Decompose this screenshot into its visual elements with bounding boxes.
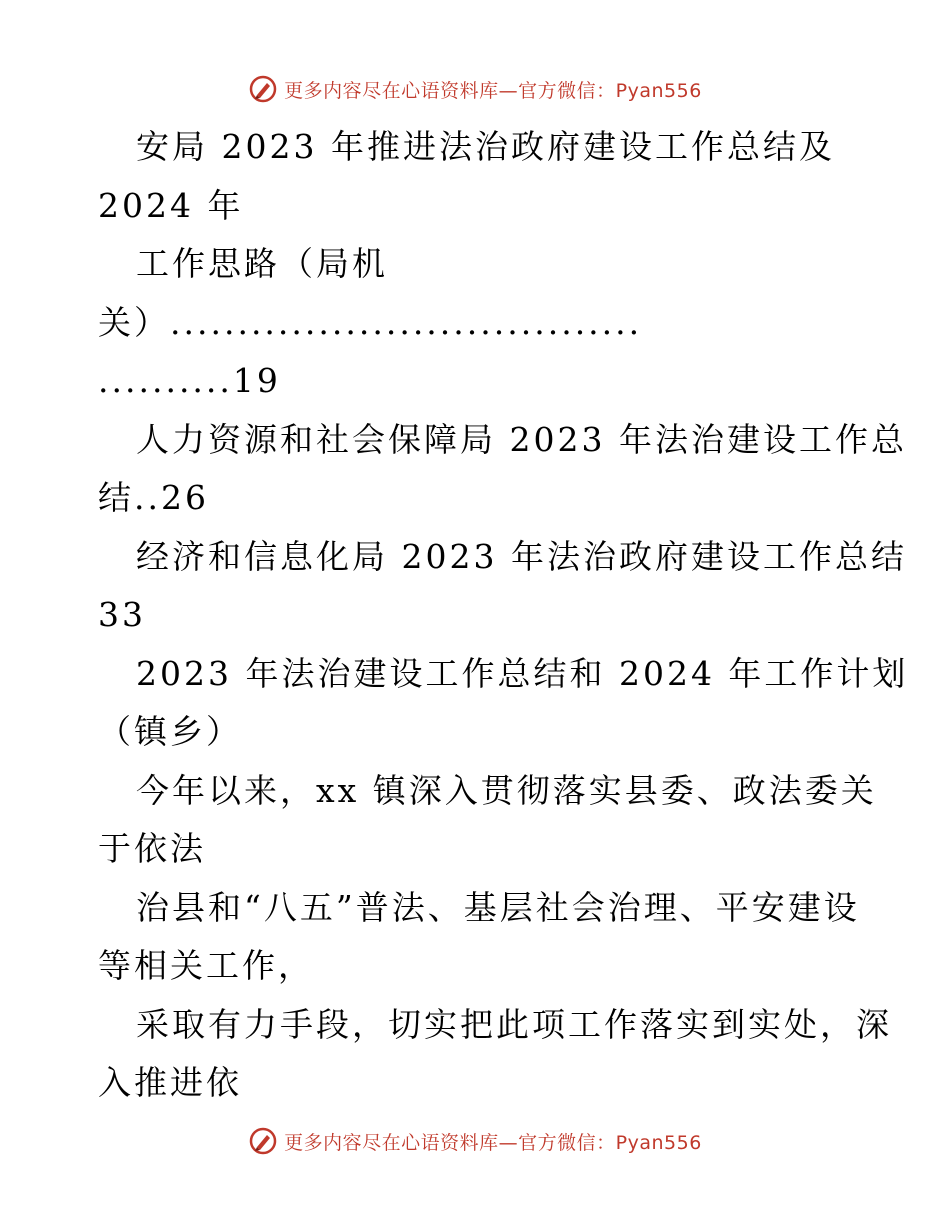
text-line: 于依法: [98, 829, 206, 868]
text-line: （镇乡）: [98, 712, 242, 751]
text-line: 工作思路（局机: [136, 244, 388, 283]
text-line: 结..26: [98, 478, 209, 517]
footer-banner: [0, 1121, 950, 1161]
text-line: 今年以来，xx 镇深入贯彻落实县委、政法委关: [136, 771, 877, 810]
text-line: 入推进依: [98, 1063, 242, 1102]
text-line: 等相关工作，: [98, 946, 314, 985]
text-line: 安局 2023 年推进法治政府建设工作总结及: [136, 127, 835, 166]
footer-banner-text: 更多内容尽在心语资料库—官方微信：Pyan556: [284, 1131, 702, 1154]
text-line: 33: [98, 595, 146, 634]
text-line: 人力资源和社会保障局 2023 年法治建设工作总: [136, 420, 907, 459]
pen-logo-icon: [248, 1126, 278, 1156]
text-line: 治县和“八五”普法、基层社会治理、平安建设: [136, 888, 860, 927]
text-line: 2024 年: [98, 186, 244, 225]
header-banner-text: 更多内容尽在心语资料库—官方微信：Pyan556: [284, 79, 702, 102]
text-line: 经济和信息化局 2023 年法治政府建设工作总结: [136, 537, 907, 576]
text-line: 采取有力手段，切实把此项工作落实到实处，深: [136, 1005, 892, 1044]
text-line: 2023 年法治建设工作总结和 2024 年工作计划: [136, 654, 909, 693]
text-line: 关）...................................: [98, 303, 643, 342]
text-line: ..........19: [98, 361, 281, 400]
